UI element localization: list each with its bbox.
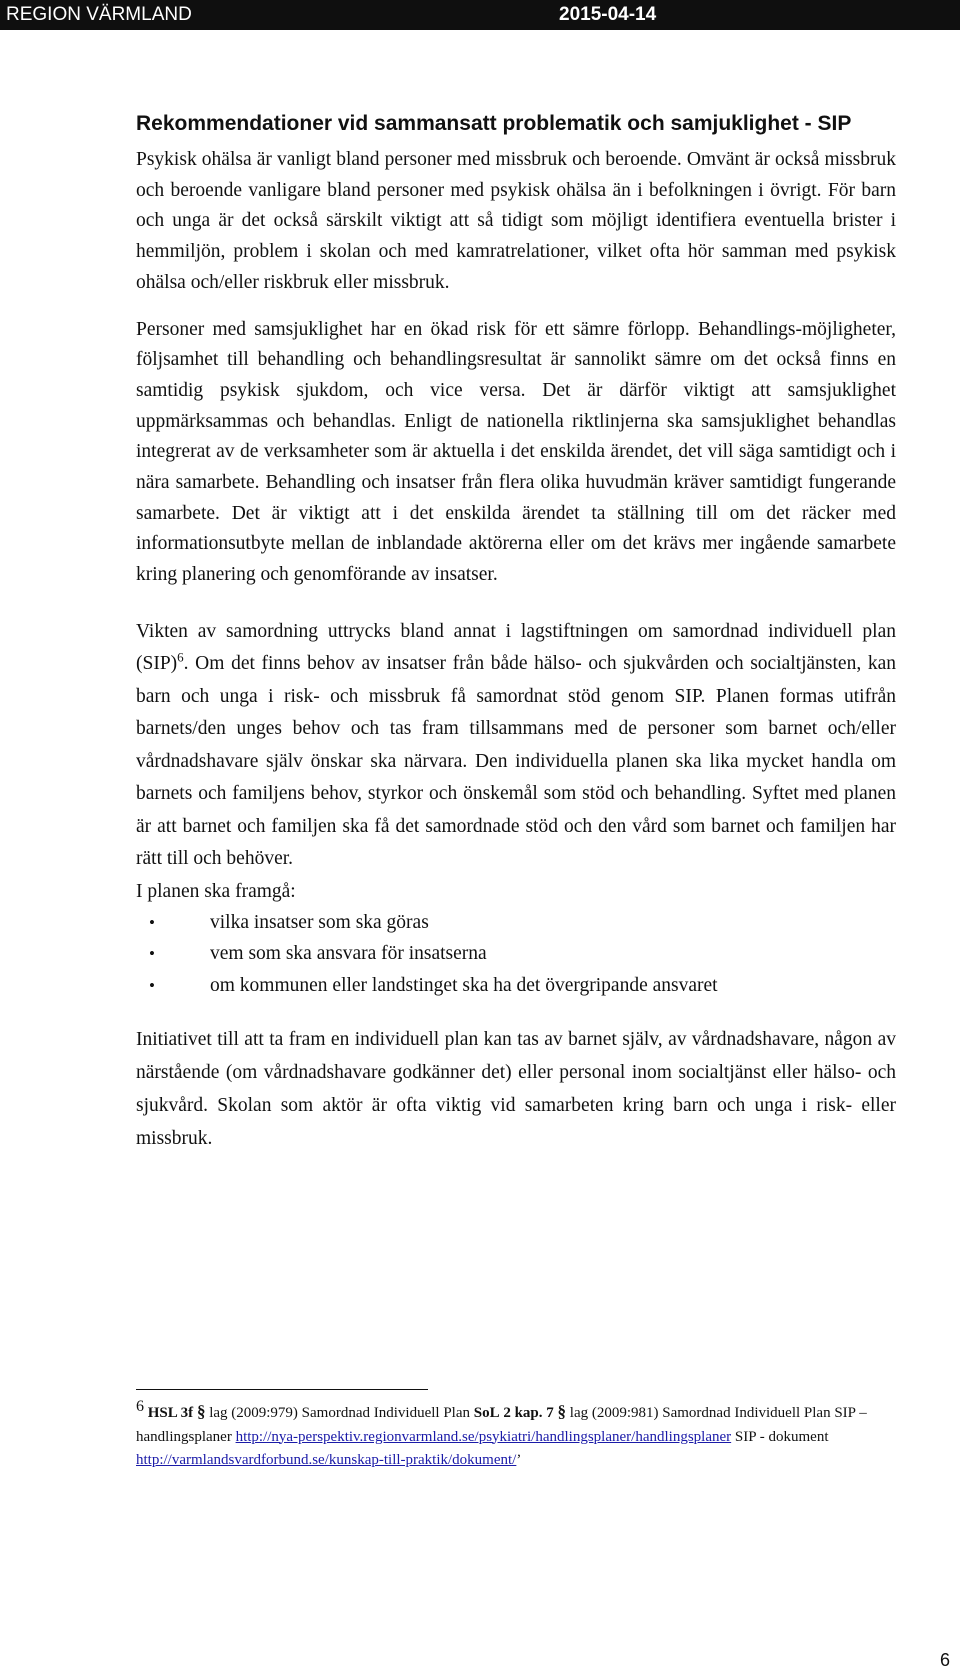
header-org: REGION VÄRMLAND: [6, 4, 192, 25]
bullet-icon: •: [149, 944, 155, 964]
footnote-link-dokument[interactable]: http://varmlandsvardforbund.se/kunskap-till-praktik/dokument/: [136, 1452, 517, 1468]
list-item: [136, 907, 896, 939]
paragraph-samordning: [136, 616, 896, 876]
list-item: [136, 938, 896, 970]
footnote-text-2: lag (2009:981): [569, 1405, 659, 1421]
footnote-link-handlingsplaner[interactable]: http://nya-perspektiv.regionvarmland.se/psykiatri/handlingsplaner/handlingsplaner: [235, 1428, 732, 1445]
paragraph-samordning-end: . Om det finns behov av insatser från både hälso- och sjukvården och socialtjänsten, kan barn och unga i risk- och missbruk få samordnat stöd genom SIP. Planen formas utifrån barnets/den unges behov och tas fram tillsammans med de personer som barnet och/eller vårdnadshavare själv önskar ska närvara. Den individuella planen ska lika mycket handla om barnets och familjens behov, styrkor och önskemål som stöd och behandling. Syftet med planen är att barnet och familjen ska få det samordnade stöd och den vård som barnet och familjen har rätt till och behöver.: [136, 653, 896, 870]
bullet-icon: •: [149, 912, 155, 932]
bullet-icon: •: [149, 975, 155, 995]
section-heading: Rekommendationer vid sammansatt problematik och samjuklighet - SIP: [136, 112, 852, 135]
header-date: 2015-04-14: [559, 4, 657, 25]
paragraph-samsjuklighet: Personer med samsjuklighet har en ökad risk för ett sämre förlopp. Behandlings-möjligheter, följsamhet till behandling och behandlingsresultat är sannolikt sämre om det också finns en samtidig psykisk sjukdom, och vice versa. Det är därför viktigt att samsjuklighet uppmärksammas och behandlas. Enligt de nationella riktlinjerna ska samsjuklighet behandlas integrerat av de verksamheter som är aktuella i det enskilda ärendet, det vill säga samtidigt och i nära samarbete. Behandling och insatser från flera olika huvudmän kräver samtidigt fungerande samarbete. Det är viktigt att i det enskilda ärendet ta ställning till om det räcker med informationsutbyte mellan de inblandade aktörerna eller om det krävs mer ingående samarbete kring planering och genomförande av insatser.: [136, 318, 896, 586]
footnote-sol: SoL: [473, 1405, 500, 1421]
footnote-hsl: HSL 3f: [147, 1405, 194, 1421]
list-item-text: om kommunen eller landstinget ska ha det övergripande ansvaret: [210, 974, 718, 996]
list-item: [136, 970, 896, 1002]
page-number: 6: [940, 1650, 951, 1670]
list-item-text: vilka insatser som ska göras: [210, 911, 429, 933]
footnote-kap: 2 kap. 7: [503, 1405, 554, 1421]
document-body: [136, 110, 896, 1155]
bullet-list: [136, 907, 896, 1002]
footnote-text-4: SIP - dokument: [734, 1428, 829, 1445]
footnote-text-1: lag (2009:979) Samordnad Individuell Plan: [209, 1405, 470, 1421]
paragraph-initiativet: Initiativet till att ta fram en individuell plan kan tas av barnet själv, av vårdnadshavare, någon av närstående (om vårdnadshavare godkänner det) eller personal inom socialtjänst eller hälso- och sjukvård. Skolan som aktör är ofta viktig vid samarbeten kring barn och unga i risk- eller missbruk.: [136, 1029, 896, 1150]
section-symbol: §: [196, 1402, 206, 1421]
footnote-reference[interactable]: 6: [177, 649, 184, 665]
list-item-text: vem som ska ansvara för insatserna: [210, 943, 487, 965]
footnote-divider: [136, 1389, 428, 1390]
footnote: [136, 1400, 896, 1473]
page-header: [0, 0, 960, 30]
footnote-trailing: ’: [516, 1452, 522, 1468]
list-intro: I planen ska framgå:: [136, 880, 296, 902]
paragraph-samordning-start: Vikten av samordning uttrycks bland annat i lagstiftningen om samordnad individuell plan (SIP): [136, 620, 896, 675]
footnote-text-3: Samordnad Individuell Plan SIP – handlingsplaner: [136, 1405, 867, 1445]
paragraph-psykisk-ohalsa: Psykisk ohälsa är vanligt bland personer med missbruk och beroende. Omvänt är också missbruk och beroende vanligare bland personer med psykisk ohälsa än i befolkningen i övrigt. För barn och unga är det också särskilt viktigt att så tidigt som möjligt identifiera eventuella brister i hemmiljön, problem i skolan och med kamratrelationer, vilket ofta hör samman med psykisk ohälsa och/eller riskbruk eller missbruk.: [136, 149, 896, 293]
section-symbol: §: [557, 1402, 567, 1421]
footnote-number: 6: [136, 1398, 144, 1415]
